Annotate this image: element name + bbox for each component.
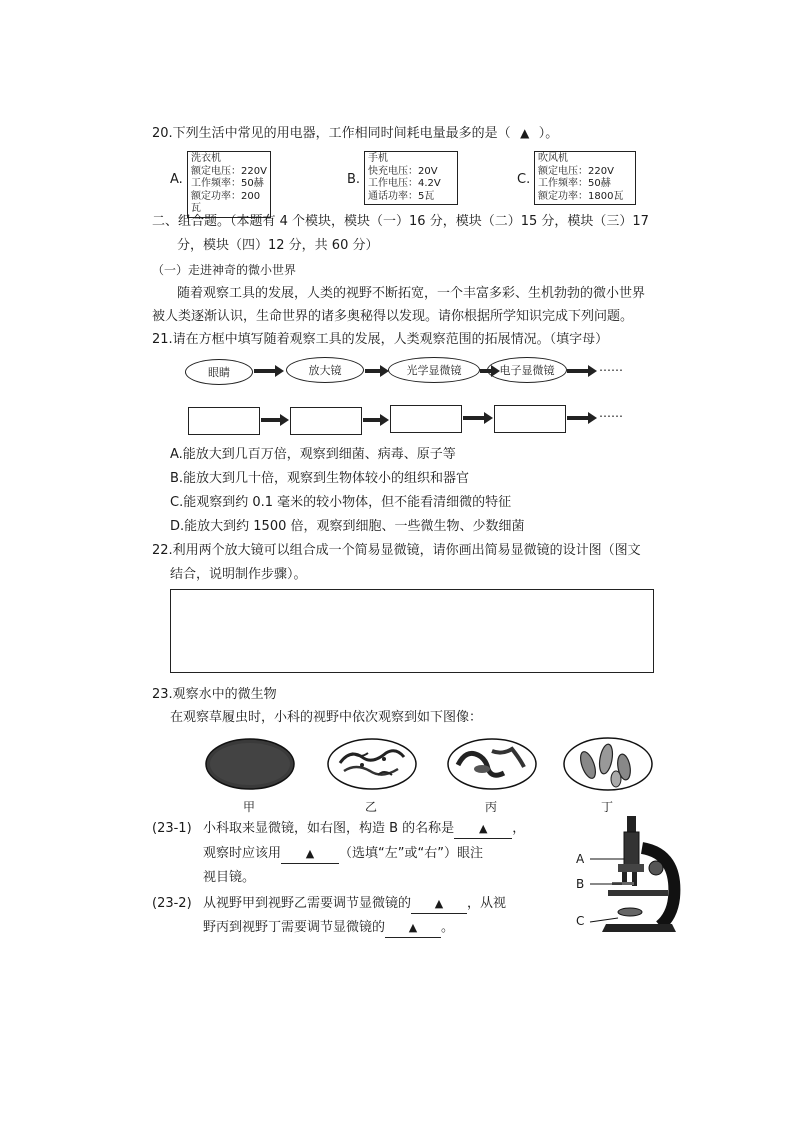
q21-option-b: B.能放大到几十倍，观察到生物体较小的组织和器官 — [170, 471, 470, 486]
answer-box-1[interactable] — [188, 407, 260, 435]
q20-option-c-box: 吹风机 额定电压：220V 工作频率：50赫 额定功率：1800瓦 — [534, 151, 636, 205]
view-ding-label: 丁 — [601, 800, 614, 814]
view-jia-label: 甲 — [243, 800, 256, 814]
q21-stem: 21.请在方框中填写随着观察工具的发展，人类观察范围的拓展情况。（填字母） — [152, 332, 609, 347]
arrow-icon — [261, 415, 289, 425]
tool-optical-microscope-oval: 光学显微镜 — [388, 357, 480, 383]
module1-title: （一）走进神奇的微小世界 — [152, 263, 297, 277]
microscope-label-a: A — [576, 852, 585, 866]
view-yi-image — [322, 735, 422, 795]
q22-drawing-area[interactable] — [170, 589, 654, 673]
answer-blank[interactable]: ▲ — [454, 820, 512, 839]
q20-option-a-letter: A. — [170, 172, 183, 187]
answer-box-2[interactable] — [290, 407, 362, 435]
tool-eye-oval: 眼睛 — [185, 359, 253, 385]
arrow-icon — [363, 415, 389, 425]
q23-1-number: (23-1) — [152, 821, 192, 836]
module1-intro-line1: 随着观察工具的发展，人类的视野不断拓宽，一个丰富多彩、生机勃勃的微小世界 — [177, 286, 646, 301]
answer-box-4[interactable] — [494, 405, 566, 433]
arrow-icon — [567, 413, 597, 423]
q21-option-a: A.能放大到几百万倍，观察到细菌、病毒、原子等 — [170, 447, 456, 462]
q23-2-number: (23-2) — [152, 896, 192, 911]
tool-electron-microscope-oval: 电子显微镜 — [487, 357, 567, 383]
q22-stem-line1: 22.利用两个放大镜可以组合成一个简易显微镜，请你画出简易显微镜的设计图（图文 — [152, 543, 641, 558]
q23-2-line1: 从视野甲到视野乙需要调节显微镜的 ▲ ，从视 — [203, 895, 506, 914]
arrow-icon — [254, 366, 284, 376]
view-yi-label: 乙 — [365, 800, 378, 814]
q23-intro: 在观察草履虫时，小科的视野中依次观察到如下图像： — [170, 710, 483, 725]
q23-2-line2: 野丙到视野丁需要调节显微镜的 ▲ 。 — [203, 919, 454, 938]
q20-option-b-letter: B. — [347, 172, 361, 187]
view-ding-image — [558, 733, 658, 795]
q23-title: 23.观察水中的微生物 — [152, 687, 277, 702]
q21-option-c: C.能观察到约 0.1 毫米的较小物体，但不能看清细微的特征 — [170, 495, 512, 510]
microscope-label-b: B — [576, 877, 585, 891]
section2-heading-line1: 二、组合题。（本题有 4 个模块，模块（一）16 分，模块（二）15 分，模块（三）17 — [152, 214, 649, 229]
arrow-icon — [365, 366, 389, 376]
answer-blank[interactable]: ▲ — [385, 919, 441, 938]
view-bing-label: 丙 — [485, 800, 498, 814]
view-bing-image — [442, 735, 542, 795]
answer-blank[interactable]: ▲ — [411, 895, 467, 914]
q20-stem: 20.下列生活中常见的用电器，工作相同时间耗电量最多的是（ ▲ ）。 — [152, 126, 559, 141]
q20-option-a-box: 洗衣机 额定电压：220V 工作频率：50赫 额定功率：200瓦 — [187, 151, 271, 218]
microscope-label-c: C — [576, 914, 585, 928]
answer-mark: ▲ — [520, 126, 530, 140]
section2-heading-line2: 分，模块（四）12 分，共 60 分） — [177, 238, 379, 253]
microscope-figure — [572, 812, 688, 938]
q23-1-line1: 小科取来显微镜，如右图，构造 B 的名称是 ▲ ， — [203, 820, 525, 839]
q21-option-d: D.能放大到约 1500 倍，观察到细胞、一些微生物、少数细菌 — [170, 519, 525, 534]
q23-1-line3: 视目镜。 — [203, 870, 256, 885]
module1-intro-line2: 被人类逐渐认识，生命世界的诸多奥秘得以发现。请你根据所学知识完成下列问题。 — [152, 309, 634, 324]
q20-option-c-letter: C. — [517, 172, 531, 187]
tools-ellipsis: …… — [599, 360, 623, 374]
boxes-ellipsis: …… — [599, 406, 623, 420]
q23-1-line2: 观察时应该用 ▲ （选填“左”或“右”）眼注 — [203, 845, 483, 864]
view-jia-image — [200, 735, 300, 795]
q22-stem-line2: 结合，说明制作步骤）。 — [170, 567, 307, 582]
arrow-icon — [567, 366, 597, 376]
answer-blank[interactable]: ▲ — [281, 845, 339, 864]
tool-magnifier-oval: 放大镜 — [286, 357, 364, 383]
answer-box-3[interactable] — [390, 405, 462, 433]
arrow-icon — [463, 413, 493, 423]
q20-option-b-box: 手机 快充电压：20V 工作电压：4.2V 通话功率：5瓦 — [364, 151, 458, 205]
